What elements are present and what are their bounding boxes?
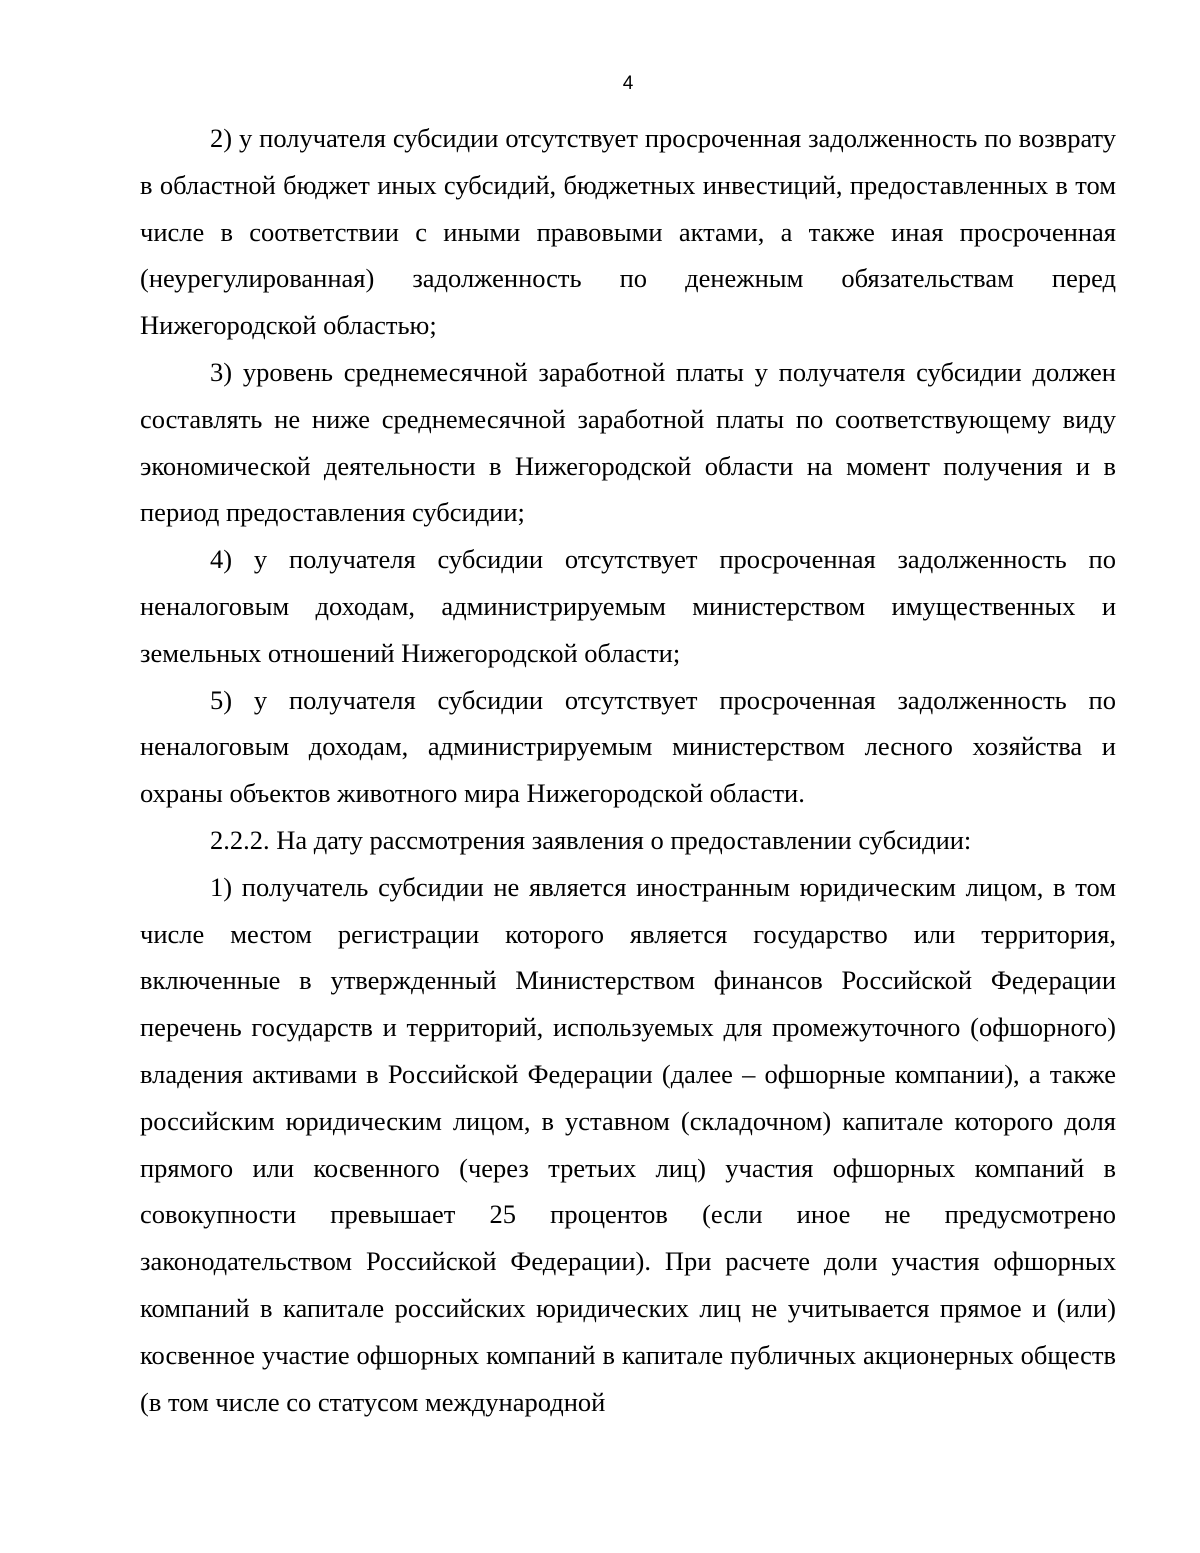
- paragraph-item-4: 4) у получателя субсидии отсутствует просроченная задолженность по неналоговым доходам, администрируемым министерством имущественных и земельных отношений Нижегородской области;: [140, 544, 1116, 668]
- paragraph-item-5: 5) у получателя субсидии отсутствует просроченная задолженность по неналоговым доходам, администрируемым министерством лесного хозяйства и охраны объектов животного мира Нижегородской области.: [140, 684, 1116, 809]
- section-heading-2-2-2: 2.2.2. На дату рассмотрения заявления о предоставлении субсидии:: [210, 824, 972, 855]
- paragraph-item-1-offshore: 1) получатель субсидии не является иностранным юридическим лицом, в том числе местом регистрации которого является государство или территория, включенные в утвержденный Министерством финансов Российской Федерации перечень государств и территорий, используемых для промежуточного (офшорного) владения активами в Российской Федерации (далее – офшорные компании), а также российским юридическим лицом, в уставном (складочном) капитале которого доля прямого или косвенного (через третьих лиц) участия офшорных компаний в совокупности превышает 25 процентов (если иное не предусмотрено законодательством Российской Федерации). При расчете доли участия офшорных компаний в капитале российских юридических лиц не учитывается прямое и (или) косвенное участие офшорных компаний в капитале публичных акционерных обществ (в том числе со статусом международной: [140, 871, 1116, 1417]
- paragraph-item-2: 2) у получателя субсидии отсутствует просроченная задолженность по возврату в областной бюджет иных субсидий, бюджетных инвестиций, предоставленных в том числе в соответствии с иными правовыми актами, а также иная просроченная (неурегулированная) задолженность по денежным обязательствам перед Нижегородской областью;: [140, 123, 1116, 341]
- paragraph-item-3: 3) уровень среднемесячной заработной платы у получателя субсидии должен составлять не ниже среднемесячной заработной платы по соответствующему виду экономической деятельности в Нижегородской области на момент получения и в период предоставления субсидии;: [140, 356, 1116, 528]
- document-body: [140, 115, 1116, 1425]
- page-number: 4: [622, 73, 634, 94]
